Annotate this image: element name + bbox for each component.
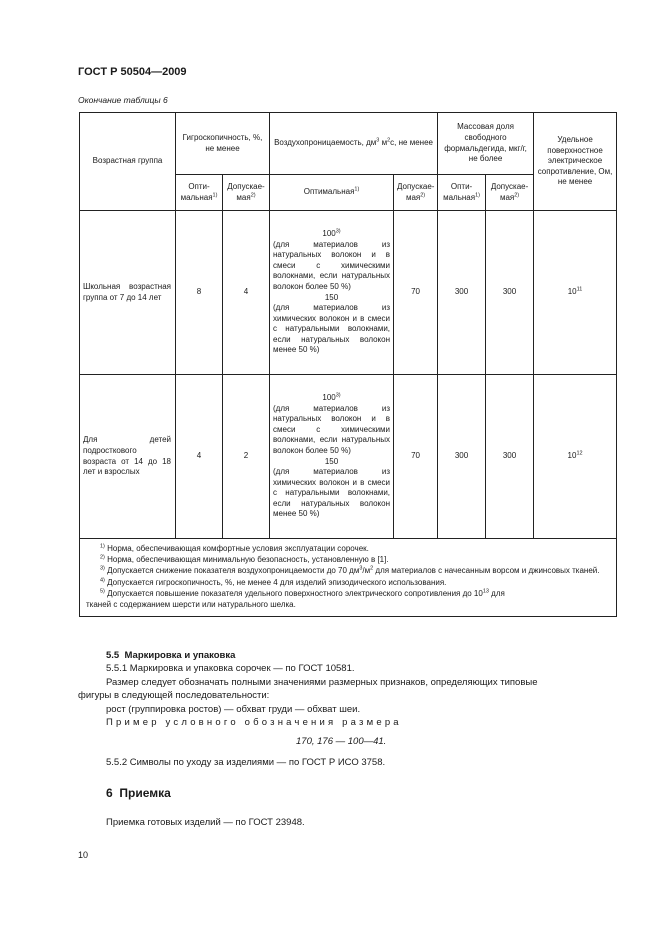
subheader-air-allowed: Допускае-мая$^{2)}$ [394,175,438,211]
section-6-heading: 6 Приемка [106,786,171,800]
section-5-5-heading: 5.5 Маркировка и упаковка [106,650,236,661]
cell-air-allowed: 70 [394,375,438,539]
cell-form-opt: 300 [438,375,486,539]
paragraph-size-sequence: рост (группировка ростов) — обхват груди — обхват шеи. [106,704,361,715]
cell-resistance: $10^{11}$ [534,211,617,375]
note-3: $^{3)}$ Допускается снижение показателя воздухопроницаемости до 70 $дм^3/м^2$ для материалов с начесанным ворсом и джинсовых тканей. [100,565,600,576]
paragraph-5-5-2: 5.5.2 Символы по уходу за изделиями — по ГОСТ Р ИСО 3758. [106,757,386,768]
size-formula: 170, 176 — 100—41. [296,736,387,747]
note-5-continued: тканей с содержанием шерсти или натурального шелка. [86,599,296,609]
header-air-permeability: Воздухопроницаемость, $дм^3$ $м^2с$, не менее [270,113,438,175]
page-number: 10 [78,850,89,860]
example-heading: Пример условного обозначения размера [106,717,402,728]
cell-air-allowed: 70 [394,211,438,375]
note-4: $^{4)}$ Допускается гигроскопичность, %, не менее 4 для изделий эпизодического использования. [100,576,447,587]
table-row [80,211,617,375]
document-header: ГОСТ Р 50504—2009 [78,66,187,78]
table-notes [80,539,617,617]
cell-form-allowed: 300 [486,375,534,539]
table-row [80,375,617,539]
cell-hygro-allowed: 4 [223,211,270,375]
cell-resistance: $10^{12}$ [534,375,617,539]
header-hygroscopicity: Гигроскопичность, %, не менее [176,113,270,175]
subheader-hygro-allowed: Допускае-мая$^{2)}$ [223,175,270,211]
header-age-group: Возрастная группа [80,113,176,211]
header-resistance: Удельное поверхностное электрическое сопротивление, Ом, не менее [534,113,617,211]
cell-form-opt: 300 [438,211,486,375]
cell-air-optimal: 100$^{3)}$ (для материалов из натуральных волокон и в смеси с химическими волокнами, если натуральных волокон более 50 %) 150 (для материалов из химических волокон и в смеси с натуральными волокнами, если натуральных волокон менее 50 %) [270,375,394,539]
cell-age: Для детей подросткового возраста от 14 до 18 лет и взрослых [80,375,176,539]
cell-form-allowed: 300 [486,211,534,375]
subheader-hygro-optimal: Опти-мальная$^{1)}$ [176,175,223,211]
paragraph-size-line1: Размер следует обозначать полными значениями размерных признаков, определяющих типовые [106,677,538,688]
paragraph-5-5-1: 5.5.1 Маркировка и упаковка сорочек — по ГОСТ 10581. [106,663,355,674]
note-5: $^{5)}$ Допускается повышение показателя удельного поверхностного электрического сопротивления до $10^{13}$ для [100,588,505,598]
cell-air-optimal: 100$^{3)}$ (для материалов из натуральных волокон и в смеси с химическими волокнами, если натуральных волокон более 50 %) 150 (для материалов из химических волокон и в смеси с натуральными волокнами, если натуральных волокон менее 50 %) [270,211,394,375]
cell-hygro-allowed: 2 [223,375,270,539]
note-2: $^{2)}$ Норма, обеспечивающая минимальную безопасность, установленную в [1]. [100,554,389,565]
subheader-form-allowed: Допускае-мая$^{2)}$ [486,175,534,211]
header-formaldehyde: Массовая доля свободного формальдегида, мкг/г, не более [438,113,534,175]
paragraph-size-line2: фигуры в следующей последовательности: [78,690,270,701]
notes-row [80,539,617,617]
subheader-air-optimal: Оптимальная$^{1)}$ [270,175,394,211]
note-1: $^{1)}$ Норма, обеспечивающая комфортные условия эксплуатации сорочек. [100,543,369,553]
paragraph-acceptance: Приемка готовых изделий — по ГОСТ 23948. [106,817,305,828]
norms-table [79,112,617,617]
cell-hygro-opt: 8 [176,211,223,375]
cell-hygro-opt: 4 [176,375,223,539]
cell-age: Школьная возрастная группа от 7 до 14 лет [80,211,176,375]
subheader-form-optimal: Опти-мальная$^{1)}$ [438,175,486,211]
table-caption: Окончание таблицы 6 [78,95,168,105]
